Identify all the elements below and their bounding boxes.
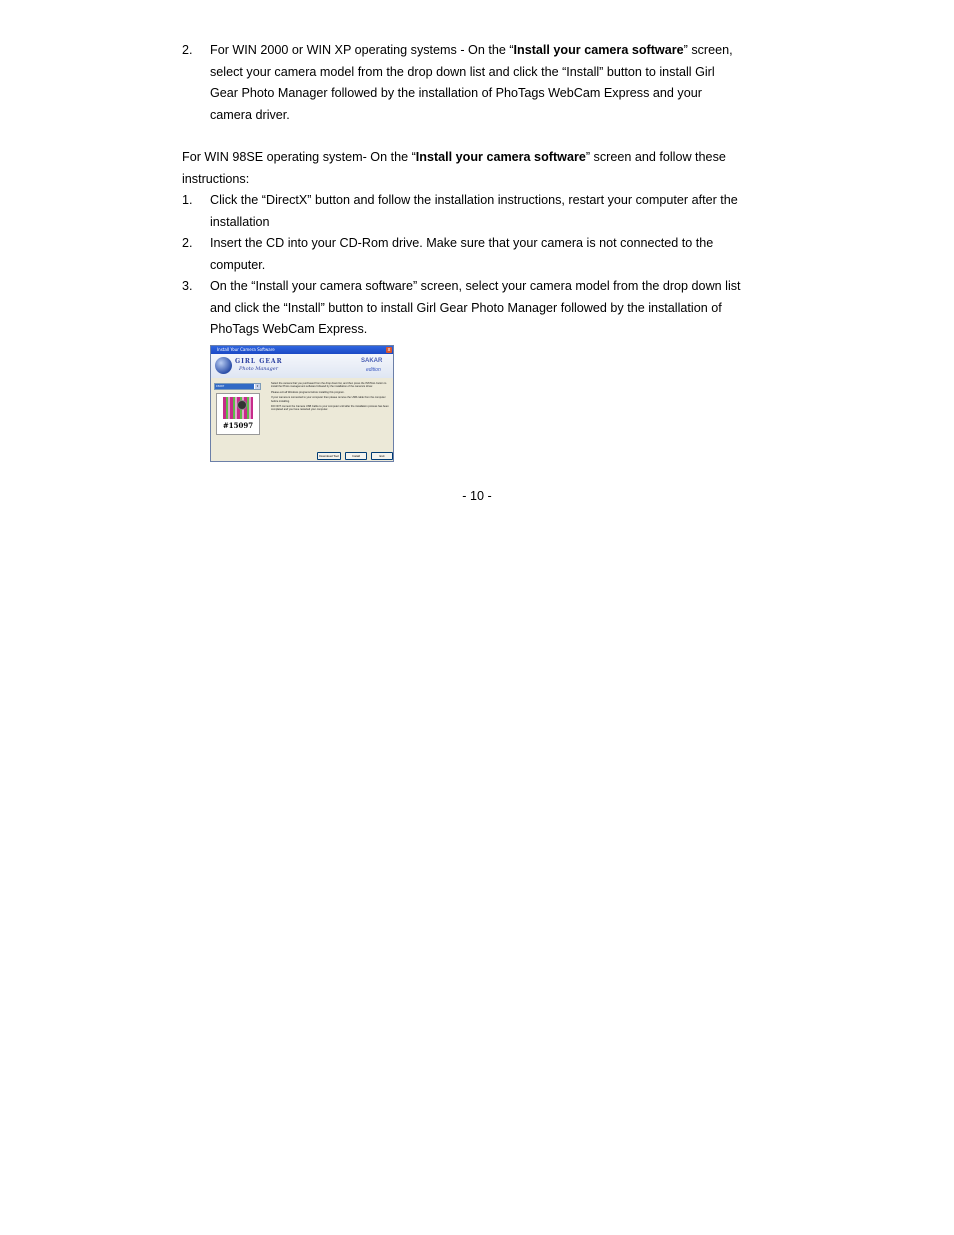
text-segment: For WIN 2000 or WIN XP operating systems - On the “ xyxy=(210,43,514,57)
page-number: - 10 - xyxy=(462,489,492,503)
text-segment: ” screen, select your camera model from the drop down list and click the “Install” button to install Girl Gear Photo Manager followed by the installation of PhoTags WebCam Express and your camera driver. xyxy=(210,43,733,122)
list-text: On the “Install your camera software” screen, select your camera model from the drop down list and click the “Install” button to install Girl Gear Photo Manager followed by the installation of PhoTags WebCam Express. xyxy=(210,279,741,336)
product-logo-line1: GIRL GEAR xyxy=(235,358,283,365)
text-segment: For WIN 98SE operating system- On the “ xyxy=(182,150,416,164)
list-text xyxy=(210,40,742,126)
install-dialog-screenshot xyxy=(210,345,394,462)
instruction-text: DO NOT connect the Camera USB Cable to your computer until after the installation process has been completed and you have restarted your computer. xyxy=(271,405,389,412)
list-text: Click the “DirectX” button and follow the installation instructions, restart your computer after the installation xyxy=(210,193,738,229)
bold-term: Install your camera software xyxy=(513,43,684,57)
list-number: 2. xyxy=(182,236,193,250)
list-item-step-1 xyxy=(182,190,742,233)
product-logo-line2: Photo Manager xyxy=(239,366,279,372)
download-tool-button: Download Tool xyxy=(317,452,341,460)
list-text: Insert the CD into your CD-Rom drive. Make sure that your camera is not connected to the computer. xyxy=(210,236,714,272)
instruction-text: Select the camera that you purchased from the drop down list, and then press the INSTALL button to install the Photo management software followed by the installation of the camera's driver. xyxy=(271,382,387,389)
list-number: 3. xyxy=(182,279,193,293)
dialog-instructions xyxy=(271,382,391,414)
text-segment: ” screen and follow these instructions: xyxy=(182,150,726,186)
instruction-text: Please exit all Windows programs before installing this program. xyxy=(271,390,345,394)
camera-lens-icon xyxy=(237,400,247,410)
camera-model-label: #15097 xyxy=(222,421,254,430)
list-number: 2. xyxy=(182,43,193,57)
dialog-titlebar xyxy=(211,346,393,354)
list-item-step-3 xyxy=(182,276,742,341)
list-item-step-2 xyxy=(182,233,742,276)
globe-logo-icon xyxy=(215,357,232,374)
install-button: Install xyxy=(345,452,367,460)
instruction-text: If your camera is connected to your computer then please remove the USB cable from the computer before installing. xyxy=(271,396,386,403)
camera-preview xyxy=(216,393,260,435)
list-number: 1. xyxy=(182,193,193,207)
exit-button: Exit xyxy=(371,452,393,460)
dropdown-selected-value: 15097 xyxy=(215,384,254,389)
bold-term: Install your camera software xyxy=(415,150,586,164)
brand-logo: SAKAR xyxy=(361,358,383,364)
close-icon: x xyxy=(387,347,391,353)
edition-label: edition xyxy=(366,367,381,373)
camera-image xyxy=(223,397,253,419)
camera-model-dropdown xyxy=(214,383,261,390)
win98-intro-paragraph xyxy=(182,147,742,190)
chevron-down-icon: ▾ xyxy=(256,384,259,388)
dialog-title: Install Your Camera Software xyxy=(217,347,275,352)
list-item-win2000-xp xyxy=(182,40,742,126)
